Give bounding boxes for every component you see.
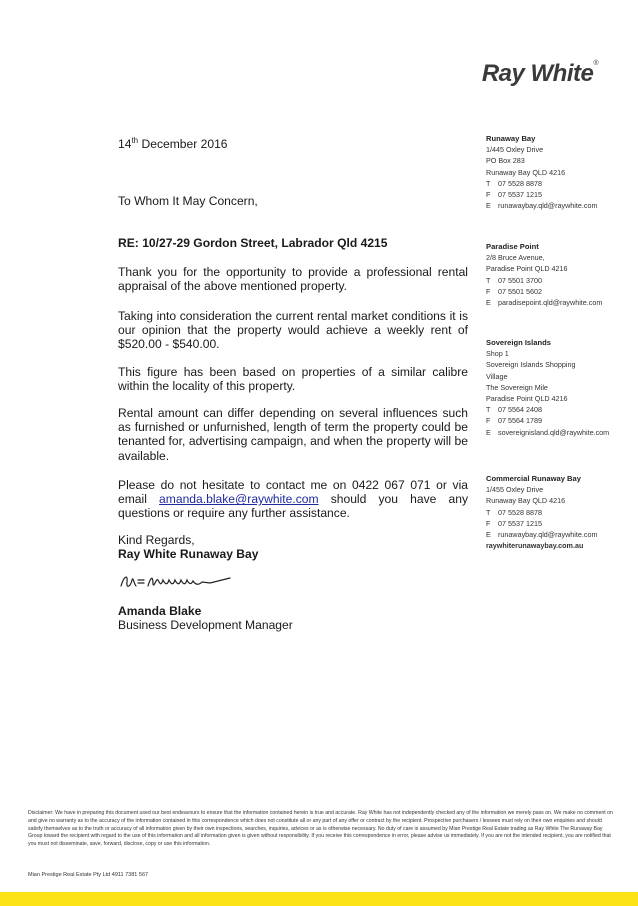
office-runaway-bay: Runaway Bay 1/445 Oxley Drive PO Box 283 Runaway Bay QLD 4216 T 07 5528 8878 F 07 5537 1215 E runawaybay.qld@raywhite.com xyxy=(486,134,598,211)
brand-yellow-band xyxy=(0,892,638,906)
company-registration: Mian Prestige Real Estate Pty Ltd 4911 7381 567 xyxy=(28,872,149,878)
ray-white-logo xyxy=(482,60,598,88)
salutation: To Whom It May Concern, xyxy=(118,194,258,208)
signer-title: Business Development Manager xyxy=(118,618,293,633)
closing-company: Ray White Runaway Bay xyxy=(118,547,259,562)
paragraph-comparables: This figure has been based on properties of a similar calibre within the locality of this property. xyxy=(118,365,468,394)
office-commercial-runaway-bay: Commercial Runaway Bay 1/455 Oxley Drive Runaway Bay QLD 4216 T 07 5528 8878 F 07 5537 1215 E runawaybay.qld@raywhite.com raywhiterunawaybay.com.au xyxy=(486,473,626,551)
office-email[interactable]: runawaybay.qld@raywhite.com xyxy=(498,530,598,540)
email-link[interactable]: amanda.blake@raywhite.com xyxy=(159,492,319,507)
office-email[interactable]: paradisepoint.qld@raywhite.com xyxy=(498,298,603,308)
office-phone: 07 5501 3700 xyxy=(498,275,542,285)
office-fax: 07 5537 1215 xyxy=(498,518,542,528)
subject-line: RE: 10/27-29 Gordon Street, Labrador Qld 4215 xyxy=(118,236,388,250)
office-sovereign-islands: Sovereign Islands Shop 1 Sovereign Islands Shopping Village The Sovereign Mile Paradise Point QLD 4216 T 07 5564 2408 F 07 5564 1789 E sovereignisland.qld@raywhite.com xyxy=(486,338,610,437)
paragraph-contact: Please do not hesitate to contact me on 0422 067 071 or via email amanda.blake@raywhite.com should you have any questions or require any further assistance. xyxy=(118,478,468,521)
signature-image xyxy=(118,568,248,594)
office-phone: 07 5564 2408 xyxy=(498,405,542,415)
office-fax: 07 5564 1789 xyxy=(498,416,542,426)
paragraph-rent-opinion: Taking into consideration the current rental market conditions it is our opinion that the property would achieve a weekly rent of $520.00 - $540.00. xyxy=(118,309,468,352)
closing xyxy=(118,533,468,561)
signer-name: Amanda Blake xyxy=(118,604,202,618)
office-email[interactable]: sovereignisland.qld@raywhite.com xyxy=(498,427,610,437)
signer-block xyxy=(118,604,468,632)
office-fax: 07 5537 1215 xyxy=(498,190,542,200)
office-email[interactable]: runawaybay.qld@raywhite.com xyxy=(498,201,598,211)
paragraph-influences: Rental amount can differ depending on several influences such as furnished or unfurnished, length of term the property could be tenanted for, advertising campaign, and when the property will be available. xyxy=(118,406,468,463)
office-paradise-point: Paradise Point 2/8 Bruce Avenue, Paradise Point QLD 4216 T 07 5501 3700 F 07 5501 5602 E paradisepoint.qld@raywhite.com xyxy=(486,242,603,308)
paragraph-thanks: Thank you for the opportunity to provide a professional rental appraisal of the above mentioned property. xyxy=(118,265,468,294)
disclaimer-text: Disclaimer: We have in preparing this document used our best endeavours to ensure that the information contained herein is true and accurate. Ray White has not independently checked any of the information we merely pass on. We make no comment on and give no warranty as to the accuracy of the information contained in this correspondence which does not constitute all or any part of any offer or contract by the recipient. Prospective purchasers / lessees must rely on their own enquiries and should satisfy themselves as to the truth or accuracy of all information given by their own inspections, searches, inquiries, advices or as is otherwise necessary. No duty of care is assumed by Mian Prestige Real Estate trading as Ray White The Runaway Bay Group toward the recipient with regard to the use of this information and all information given is given without responsibility. If you receive this correspondence in error, please advise us immediately. If you are not the intended recipient, you are notified that you must not disseminate, save, forward, disclose, copy or use this information. xyxy=(28,810,613,848)
logo-text: Ray White xyxy=(481,60,594,87)
letter-date: 14th December 2016 xyxy=(118,135,228,151)
logo-trademark: ® xyxy=(593,60,598,67)
office-fax: 07 5501 5602 xyxy=(498,286,542,296)
office-phone: 07 5528 8878 xyxy=(498,178,542,188)
website-link[interactable]: raywhiterunawaybay.com.au xyxy=(486,541,584,551)
closing-text: Kind Regards, xyxy=(118,533,195,547)
office-phone: 07 5528 8878 xyxy=(498,507,542,517)
